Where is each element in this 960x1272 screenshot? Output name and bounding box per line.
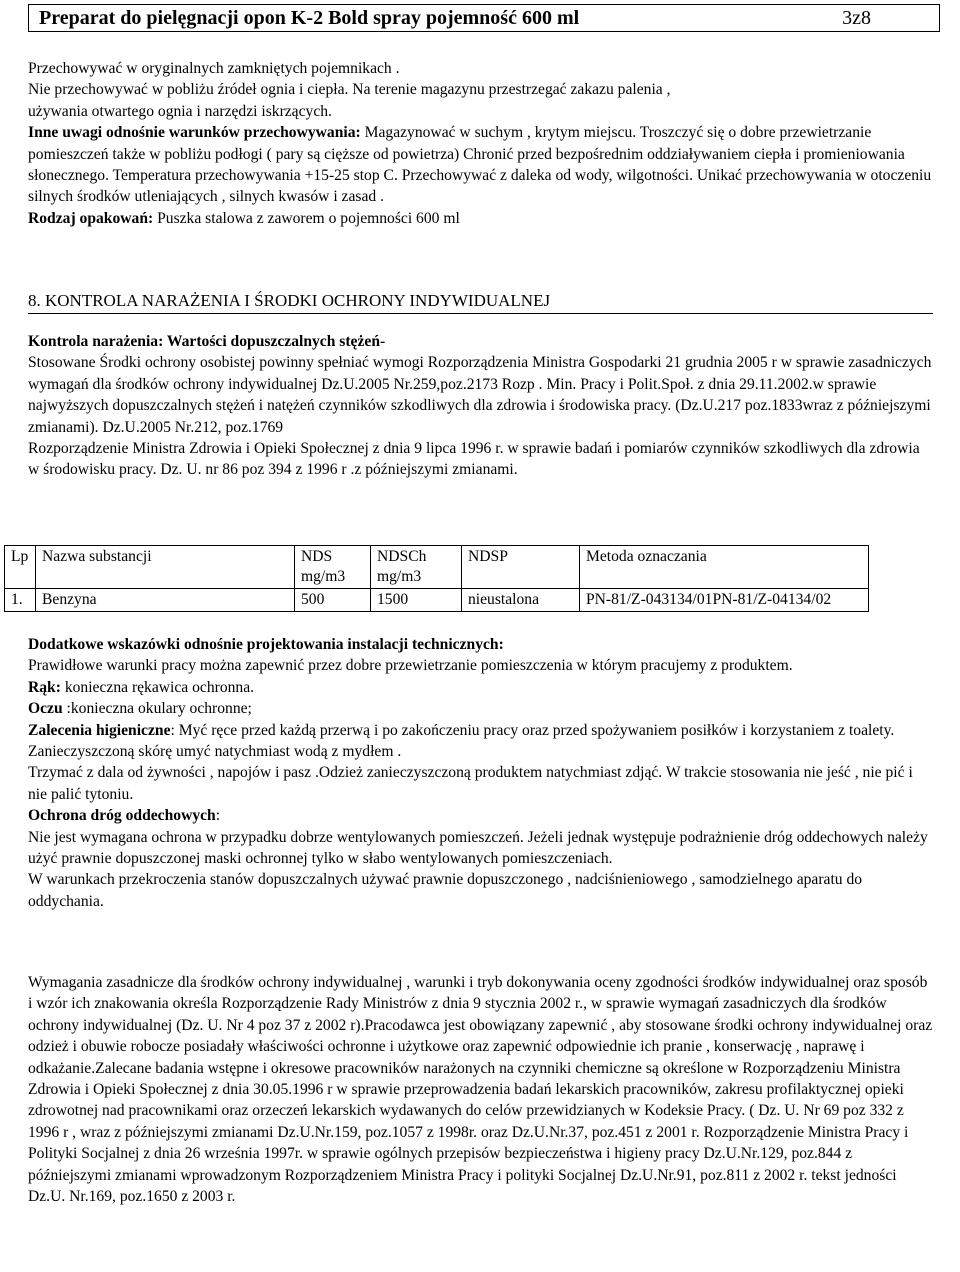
packaging-paragraph xyxy=(28,208,933,229)
storage-line-3: używania otwartego ognia i narzędzi iskrzących. xyxy=(28,102,332,120)
protection-section xyxy=(28,634,933,912)
hygiene-paragraph-2: Trzymać z dala od żywności , napojów i pasz .Odzież zanieczyszczoną produktem natychmiast zdjąć. W trakcie stosowania nie jeść , nie pić i nie palić tytoniu. xyxy=(28,764,913,803)
hands-label: Rąk: xyxy=(28,678,61,696)
storage-line-1: Przechowywać w oryginalnych zamkniętych pojemnikach . xyxy=(28,60,400,77)
respiratory-text: Nie jest wymagana ochrona w przypadku dobrze wentylowanych pomieszczeń. Jeżeli jednak występuje podrażnienie dróg oddechowych należy użyć prawnie dopuszczonej maski ochronnej tylko w słabo wentylowanych pomieszczeniach. xyxy=(28,828,928,868)
header-cell-nds xyxy=(295,546,371,589)
cell-ndsch: 1500 xyxy=(371,589,462,612)
storage-other-label: Inne uwagi odnośnie warunków przechowywania: xyxy=(28,124,361,142)
header-cell-ndsp xyxy=(462,546,580,589)
engineering-label-text: Dodatkowe wskazówki odnośnie projektowania instalacji technicznych: xyxy=(28,636,504,653)
header-cell-lp xyxy=(5,546,36,589)
hygiene-text: : Myć ręce przed każdą przerwą i po zakończeniu pracy oraz przed spożywaniem posiłków i korzystaniem z toalety. Zanieczyszczoną skórę umyć natychmiast wodą z mydłem . xyxy=(28,721,895,761)
cell-method: PN-81/Z-043134/01PN-81/Z-04134/02 xyxy=(580,589,869,612)
hygiene-paragraph xyxy=(28,720,933,763)
engineering-label xyxy=(28,634,933,655)
header-cell-ndsch xyxy=(371,546,462,589)
table-header-row xyxy=(5,546,869,589)
requirements-section xyxy=(28,972,933,1207)
header-lp: Lp xyxy=(11,548,29,565)
regulation-text: Rozporządzenie Ministra Zdrowia i Opieki Społecznej z dnia 9 lipca 1996 r. w sprawie badań i pomiarów czynników szkodliwych dla zdrowia w środowisku pracy. Dz. U. nr 86 poz 394 z 1996 r .z późniejszymi zmianami. xyxy=(28,440,920,479)
header-cell-method xyxy=(580,546,869,589)
eyes-text: :konieczna okulary ochronne; xyxy=(62,700,252,718)
header-ndsch-unit: mg/m3 xyxy=(377,568,422,585)
respiratory-label: Ochrona dróg oddechowych xyxy=(28,807,216,825)
storage-other-paragraph xyxy=(28,122,933,208)
exposure-section xyxy=(28,331,933,481)
header-method: Metoda oznaczania xyxy=(586,548,707,565)
table-row xyxy=(5,589,869,612)
exposure-limits-table xyxy=(4,545,869,612)
packaging-text: Puszka stalowa z zaworem o pojemności 600 ml xyxy=(153,209,460,227)
hands-paragraph xyxy=(28,677,933,698)
packaging-label: Rodzaj opakowań: xyxy=(28,209,154,227)
cell-ndsp: nieustalona xyxy=(462,589,580,612)
header-nds-unit: mg/m3 xyxy=(301,568,346,585)
document-header xyxy=(28,4,940,32)
header-cell-substance xyxy=(36,546,295,589)
eyes-paragraph xyxy=(28,698,933,719)
eyes-label: Oczu xyxy=(28,700,63,718)
hands-text: konieczna rękawica ochronna. xyxy=(60,678,255,696)
cell-nds: 500 xyxy=(295,589,371,612)
cell-lp: 1. xyxy=(5,589,36,612)
exposure-label-text: Kontrola narażenia: Wartości dopuszczalnych stężeń- xyxy=(28,333,386,350)
storage-line-2: Nie przechowywać w pobliżu źródeł ognia i ciepła. Na terenie magazynu przestrzegać zakazu palenia , xyxy=(28,81,671,99)
engineering-text: Prawidłowe warunki pracy można zapewnić przez dobre przewietrzanie pomieszczenia w którym pracujemy z produktem. xyxy=(28,657,793,675)
requirements-text: Wymagania zasadnicze dla środków ochrony indywidualnej , warunki i tryb dokonywania oceny zgodności środków indywidualnej oraz sposób i wzór ich znakowania określa Rozporządzenie Rady Ministrów z dnia 9 stycznia 2002 r., w sprawie wymagań zasadniczych dla środków ochrony indywidualnej (Dz. U. Nr 4 poz 37 z 2002 r).Pracodawca jest obowiązany zapewnić , aby stosowane środki ochrony indywidualnej oraz odzież i obuwie robocze posiadały właściwości ochronne i użytkowe oraz zapewnić odpowiednie ich pranie , konserwację , naprawę i odkażanie.Zalecane badania wstępne i okresowe pracowników narażonych na czynniki chemiczne są określone w Rozporządzeniu Ministra Zdrowia i Opieki Społecznej z dnia 30.05.1996 r w sprawie przeprowadzenia badań lekarskich pracowników, zakresu profilaktycznej opieki zdrowotnej nad pracownikami oraz orzeczeń lekarskich wydawanych do celów przewidzianych w Kodeksie Pracy. ( Dz. U. Nr 69 poz 332 z 1996 r , wraz z późniejszymi zmianami Dz.U.Nr.159, poz.1057 z 1998r. oraz Dz.U.Nr.37, poz.451 z 2001 r. Rozporządzenie Ministra Pracy i Polityki Socjalnej z dnia 26 września 1997r. w sprawie ogólnych przepisów bezpieczeństwa i higieny pracy Dz.U.Nr.129, poz.844 z późniejszymi zmianami wprowadzonym Rozporządzeniem Ministra Pracy i polityki Socjalnej Dz.U.Nr.91, poz.811 z 2002 r. tekst jedności Dz.U. Nr.169, poz.1650 z 2003 r. xyxy=(28,974,933,1206)
header-substance: Nazwa substancji xyxy=(42,548,152,565)
section-8-title: 8. KONTROLA NARAŻENIA I ŚRODKI OCHRONY INDYWIDUALNEJ xyxy=(28,290,933,314)
respiratory-colon: : xyxy=(215,807,221,825)
page-number: 3z8 xyxy=(842,7,871,29)
hygiene-label: Zalecenia higieniczne xyxy=(28,721,171,739)
storage-section xyxy=(28,58,933,229)
header-ndsp: NDSP xyxy=(468,548,508,565)
document-title: Preparat do pielęgnacji opon K-2 Bold spray pojemność 600 ml xyxy=(39,7,580,29)
exposure-label xyxy=(28,331,933,352)
storage-other-text: Magazynować w suchym , krytym miejscu. Troszczyć się o dobre przewietrzanie pomieszczeń także w pobliżu podłogi ( pary są cięższe od powietrza) Chronić przed bezpośrednim oddziaływaniem ciepła i promieniowania słonecznego. Temperatura przechowywania +15-25 stop C. Przechowywać z daleka od wody, wilgotności. Unikać przechowywania w otoczeniu silnych środków utleniających , silnych kwasów i zasad . xyxy=(28,124,932,206)
exposure-text: Stosowane Środki ochrony osobistej powinny spełniać wymogi Rozporządzenia Ministra Gospodarki 21 grudnia 2005 r w sprawie zasadniczych wymagań dla środków ochrony indywidualnej Dz.U.2005 Nr.259,poz.2173 Rozp . Min. Pracy i Polit.Społ. z dnia 29.11.2002.w sprawie najwyższych dopuszczalnych stężeń i natężeń czynników szkodliwych dla zdrowia i środowiska pracy. (Dz.U.217 poz.1833wraz z późniejszymi zmianami). Dz.U.2005 Nr.212, poz.1769 xyxy=(28,354,932,436)
cell-substance: Benzyna xyxy=(36,589,295,612)
respiratory-text-2: W warunkach przekroczenia stanów dopuszczalnych używać prawnie dopuszczonego , nadciśnieniowego , samodzielnego aparatu do oddychania. xyxy=(28,871,863,910)
respiratory-label-paragraph xyxy=(28,805,933,826)
header-nds: NDS xyxy=(301,548,333,565)
header-ndsch: NDSCh xyxy=(377,548,427,565)
